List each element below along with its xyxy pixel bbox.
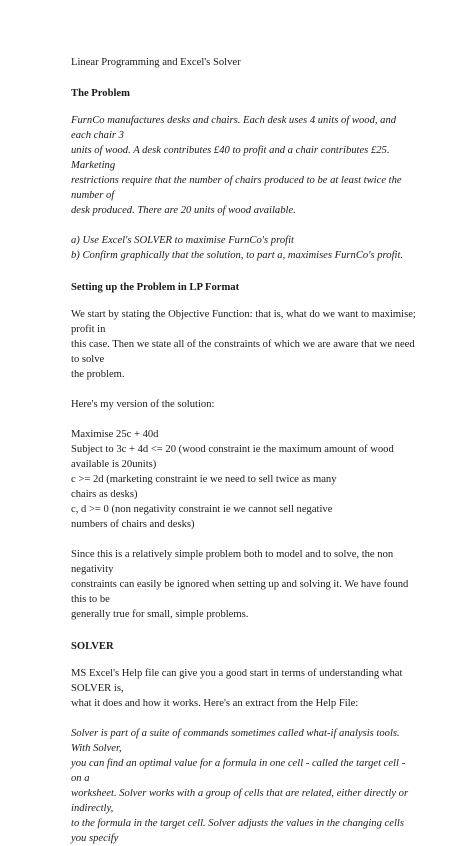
version-line: Here's my version of the solution: (71, 399, 215, 410)
section-heading-lp-format: Setting up the Problem in LP Format (71, 282, 240, 293)
task-a: a) Use Excel's SOLVER to maximise FurnCo's profit (71, 235, 294, 246)
lp-formulation (71, 427, 416, 532)
lp-intro-paragraph (71, 307, 416, 382)
constraint-line: Subject to 3c + 4d <= 20 (wood constraint ie the maximum amount of wood (71, 444, 394, 455)
task-b: b) Confirm graphically that the solution, to part a, maximises FurnCo's profit. (71, 250, 404, 261)
paragraph-line: constraints can easily be ignored when setting up and solving it. We have found this to be (71, 579, 409, 605)
constraint-line: available is 20units) (71, 459, 157, 470)
document-body (71, 55, 416, 846)
paragraph-line: the problem. (71, 369, 125, 380)
paragraph-line: We start by stating the Objective Function: that is, what do we want to maximise; profit in (71, 309, 416, 335)
paragraph-line: what it does and how it works. Here's an extract from the Help File: (71, 698, 359, 709)
paragraph-line: MS Excel's Help file can give you a good start in terms of understanding what SOLVER is, (71, 668, 403, 694)
extract-line: to the formula in the target cell. Solver adjusts the values in the changing cells you specify (71, 818, 404, 844)
paragraph-line: this case. Then we state all of the constraints of which we are aware that we need to solve (71, 339, 415, 365)
section-heading-solver: SOLVER (71, 641, 114, 652)
paragraph-line: generally true for small, simple problems. (71, 609, 249, 620)
constraint-line: c >= 2d (marketing constraint ie we need to sell twice as many (71, 474, 337, 485)
help-file-extract (71, 726, 416, 846)
lp-note-paragraph (71, 547, 416, 622)
problem-line: desk produced. There are 20 units of wood available. (71, 205, 296, 216)
problem-tasks (71, 233, 416, 263)
problem-line: units of wood. A desk contributes £40 to profit and a chair contributes £25. Marketing (71, 145, 390, 171)
constraint-line: chairs as desks) (71, 489, 138, 500)
problem-line: restrictions require that the number of chairs produced to be at least twice the number of (71, 175, 402, 201)
extract-line: Solver is part of a suite of commands sometimes called what-if analysis tools. With Solver, (71, 728, 400, 754)
solver-intro-paragraph (71, 666, 416, 711)
paragraph-line: Since this is a relatively simple problem both to model and to solve, the non negativity (71, 549, 394, 575)
objective-function: Maximise 25c + 40d (71, 429, 159, 440)
constraint-line: numbers of chairs and desks) (71, 519, 195, 530)
constraint-line: c, d >= 0 (non negativity constraint ie we cannot sell negative (71, 504, 333, 515)
extract-line: worksheet. Solver works with a group of cells that are related, either directly or indirectly, (71, 788, 409, 814)
document-title: Linear Programming and Excel's Solver (71, 57, 241, 68)
extract-line: you can find an optimal value for a formula in one cell - called the target cell - on a (71, 758, 406, 784)
problem-statement (71, 113, 416, 218)
section-heading-problem: The Problem (71, 88, 130, 99)
problem-line: FurnCo manufactures desks and chairs. Each desk uses 4 units of wood, and each chair 3 (71, 115, 397, 141)
